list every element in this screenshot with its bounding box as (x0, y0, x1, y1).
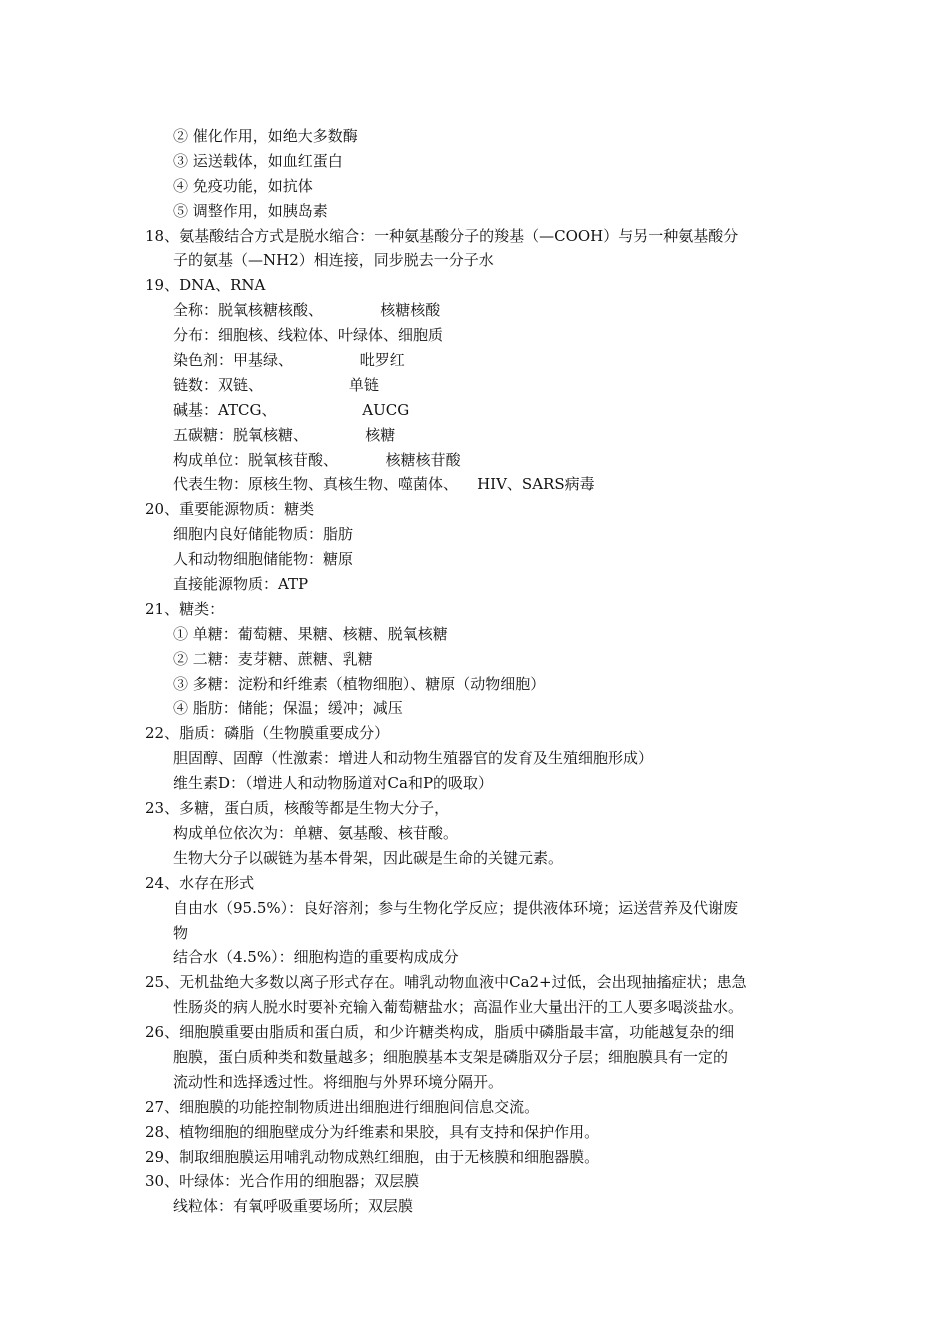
text-line: 胆固醇、固醇（性激素：增进人和动物生殖器官的发育及生殖细胞形成） (173, 749, 654, 768)
text-line: 构成单位依次为：单糖、氨基酸、核苷酸。 (173, 823, 459, 842)
text-line: ② 二糖：麦芽糖、蔗糖、乳糖 (173, 649, 373, 668)
text-line: 分布：细胞核、线粒体、叶绿体、细胞质 (173, 326, 444, 345)
text-line: 细胞内良好储能物质：脂肪 (173, 525, 354, 544)
text-line: ③ 运送载体，如血红蛋白 (173, 151, 343, 170)
text-line: 生物大分子以碳链为基本骨架，因此碳是生命的关键元素。 (173, 848, 564, 867)
text-line: 19、DNA、RNA (145, 276, 266, 295)
text-line: 全称：脱氧核糖核酸、 核糖核酸 (173, 301, 441, 320)
text-line: ③ 多糖：淀粉和纤维素（植物细胞）、糖原（动物细胞） (173, 674, 546, 693)
text-line: 27、细胞膜的功能控制物质进出细胞进行细胞间信息交流。 (145, 1097, 540, 1116)
text-line: 22、脂质：磷脂（生物膜重要成分） (145, 724, 390, 743)
text-line: 线粒体：有氧呼吸重要场所；双层膜 (173, 1197, 414, 1216)
text-line: 性肠炎的病人脱水时要补充输入葡萄糖盐水；高温作业大量出汗的工人要多喝淡盐水。 (173, 998, 744, 1017)
text-line: 五碳糖：脱氧核糖、 核糖 (173, 425, 396, 444)
text-line: 28、植物细胞的细胞壁成分为纤维素和果胶，具有支持和保护作用。 (145, 1122, 600, 1141)
text-line: 自由水（95.5%）：良好溶剂；参与生物化学反应；提供液体环境；运送营养及代谢废 (173, 898, 739, 917)
text-line: 碱基：ATCG、 AUCG (173, 400, 410, 419)
document-page (0, 124, 950, 1219)
text-line: ④ 脂肪：储能；保温；缓冲；减压 (173, 699, 403, 718)
text-line: 23、多糖，蛋白质，核酸等都是生物大分子， (145, 799, 450, 818)
text-line: 24、水存在形式 (145, 873, 255, 892)
text-line: 物 (173, 923, 189, 942)
text-line: 代表生物：原核生物、真核生物、噬菌体、 HIV、SARS病毒 (173, 475, 595, 494)
text-line: 胞膜，蛋白质种类和数量越多；细胞膜基本支架是磷脂双分子层；细胞膜具有一定的 (173, 1047, 729, 1066)
text-line: 26、细胞膜重要由脂质和蛋白质，和少许糖类构成，脂质中磷脂最丰富，功能越复杂的细 (145, 1023, 735, 1042)
text-line: 构成单位：脱氧核苷酸、 核糖核苷酸 (173, 450, 461, 469)
text-line: ⑤ 调整作用，如胰岛素 (173, 201, 328, 220)
text-line: 29、制取细胞膜运用哺乳动物成熟红细胞，由于无核膜和细胞器膜。 (145, 1147, 600, 1166)
text-line: 链数：双链、 单链 (173, 375, 379, 394)
text-line: 18、氨基酸结合方式是脱水缩合：一种氨基酸分子的羧基（—COOH）与另一种氨基酸分 (145, 226, 739, 245)
text-line: 直接能源物质：ATP (173, 575, 309, 594)
text-line: 21、糖类： (145, 599, 225, 618)
text-line: 结合水（4.5%）：细胞构造的重要构成成分 (173, 948, 459, 967)
text-line: 流动性和选择透过性。将细胞与外界环境分隔开。 (173, 1072, 504, 1091)
text-line: 30、叶绿体：光合作用的细胞器；双层膜 (145, 1172, 420, 1191)
text-line: ④ 免疫功能，如抗体 (173, 176, 313, 195)
text-line: ① 单糖：葡萄糖、果糖、核糖、脱氧核糖 (173, 624, 448, 643)
text-line: 20、重要能源物质：糖类 (145, 500, 315, 519)
text-line: 染色剂：甲基绿、 吡罗红 (173, 351, 405, 370)
text-line: 人和动物细胞储能物：糖原 (173, 550, 354, 569)
text-line: 25、无机盐绝大多数以离子形式存在。哺乳动物血液中Ca2+过低，会出现抽搐症状；患急 (145, 973, 747, 992)
text-line: 子的氨基（—NH2）相连接，同步脱去一分子水 (173, 251, 494, 270)
text-line: ② 催化作用，如绝大多数酶 (173, 127, 358, 145)
text-line: 维生素D：（增进人和动物肠道对Ca和P的吸取） (173, 774, 494, 793)
